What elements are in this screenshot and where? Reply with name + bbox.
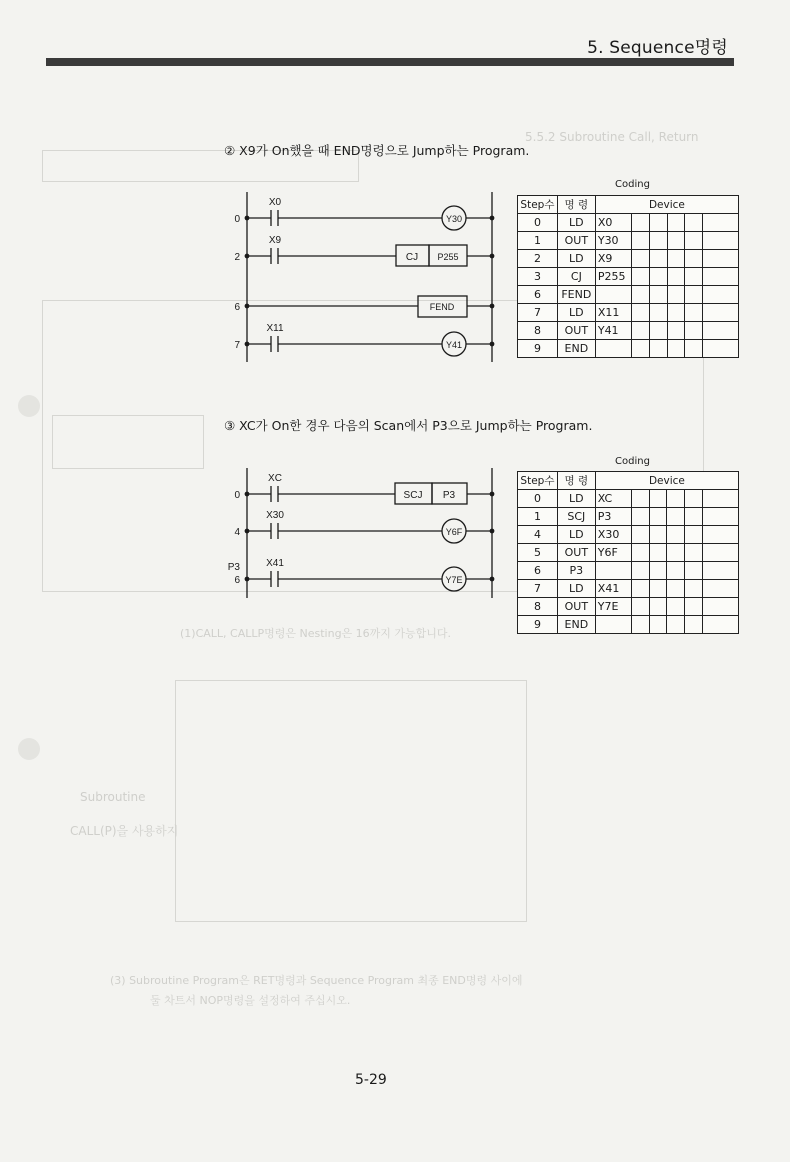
step-cell: 7: [518, 580, 558, 598]
step-cell: 4: [518, 526, 558, 544]
empty-device-cell: [685, 232, 703, 250]
empty-device-cell: [631, 322, 649, 340]
pointer-label: P3: [227, 562, 240, 573]
empty-device-cell: [685, 580, 703, 598]
example3-caption: ③ XC가 On한 경우 다음의 Scan에서 P3으로 Jump하는 Program.: [224, 418, 593, 433]
example2-coding-table: [517, 195, 739, 358]
instruction-cell: OUT: [557, 598, 595, 616]
contact-label: X41: [266, 558, 284, 569]
device-cell: X30: [595, 526, 631, 544]
empty-device-cell: [703, 250, 739, 268]
empty-device-cell: [685, 268, 703, 286]
example2-caption: ② X9가 On했을 때 END명령으로 Jump하는 Program.: [224, 143, 530, 158]
instruction-cell: END: [557, 340, 595, 358]
device-cell: Y30: [595, 232, 631, 250]
example3-coding-table: [517, 471, 739, 634]
empty-device-cell: [703, 286, 739, 304]
empty-device-cell: [631, 340, 649, 358]
empty-device-cell: [667, 268, 685, 286]
instruction-cell: CJ: [557, 268, 595, 286]
device-cell: P255: [595, 268, 631, 286]
empty-device-cell: [703, 322, 739, 340]
empty-device-cell: [667, 286, 685, 304]
instruction-cell: OUT: [557, 322, 595, 340]
coil-label: Y7E: [445, 575, 463, 585]
table-row: [518, 544, 739, 562]
table-row: [518, 580, 739, 598]
instruction-cell: SCJ: [557, 508, 595, 526]
table-row: [518, 508, 739, 526]
empty-device-cell: [631, 232, 649, 250]
empty-device-cell: [685, 562, 703, 580]
empty-device-cell: [631, 490, 649, 508]
device-cell: Y41: [595, 322, 631, 340]
device-cell: [595, 616, 631, 634]
empty-device-cell: [703, 232, 739, 250]
empty-device-cell: [703, 214, 739, 232]
example2-ladder-diagram: [226, 185, 501, 365]
step-number: 2: [234, 252, 240, 263]
empty-device-cell: [649, 526, 667, 544]
empty-device-cell: [631, 526, 649, 544]
empty-device-cell: [667, 214, 685, 232]
empty-device-cell: [667, 232, 685, 250]
empty-device-cell: [703, 340, 739, 358]
step-cell: 3: [518, 268, 558, 286]
empty-device-cell: [703, 598, 739, 616]
empty-device-cell: [631, 508, 649, 526]
contact-label: X9: [268, 235, 282, 246]
example3-coding-label: Coding: [615, 456, 650, 467]
instruction-cell: FEND: [557, 286, 595, 304]
empty-device-cell: [685, 340, 703, 358]
empty-device-cell: [631, 580, 649, 598]
device-cell: X9: [595, 250, 631, 268]
device-cell: [595, 562, 631, 580]
device-cell: X0: [595, 214, 631, 232]
empty-device-cell: [703, 508, 739, 526]
coil-label: Y30: [445, 214, 463, 224]
empty-device-cell: [685, 490, 703, 508]
contact-label: X30: [266, 510, 284, 521]
step-number: 7: [234, 340, 240, 351]
empty-device-cell: [649, 304, 667, 322]
empty-device-cell: [649, 250, 667, 268]
empty-device-cell: [685, 544, 703, 562]
contact-label: X11: [266, 323, 284, 334]
column-header: Device: [595, 196, 738, 214]
coil-label: Y6F: [445, 527, 463, 537]
device-cell: [595, 286, 631, 304]
step-cell: 5: [518, 544, 558, 562]
empty-device-cell: [667, 508, 685, 526]
empty-device-cell: [649, 490, 667, 508]
contact-label: X0: [268, 197, 282, 208]
empty-device-cell: [649, 562, 667, 580]
empty-device-cell: [649, 268, 667, 286]
instruction-cell: LD: [557, 580, 595, 598]
column-header: Device: [595, 472, 738, 490]
binder-hole-bottom: [18, 738, 40, 760]
device-cell: Y6F: [595, 544, 631, 562]
empty-device-cell: [667, 526, 685, 544]
instruction-cell: OUT: [557, 232, 595, 250]
instruction-cell: LD: [557, 214, 595, 232]
table-row: [518, 304, 739, 322]
step-number: 0: [234, 214, 240, 225]
fend-label: FEND: [429, 302, 455, 312]
table-row: [518, 268, 739, 286]
instruction-cell: LD: [557, 304, 595, 322]
empty-device-cell: [703, 562, 739, 580]
instruction-label: SCJ: [403, 490, 423, 501]
empty-device-cell: [703, 544, 739, 562]
step-cell: 9: [518, 616, 558, 634]
empty-device-cell: [649, 598, 667, 616]
table-row: [518, 232, 739, 250]
step-cell: 8: [518, 322, 558, 340]
step-number: 6: [234, 575, 240, 586]
header-rule: [46, 58, 734, 66]
instruction-cell: LD: [557, 490, 595, 508]
device-cell: Y7E: [595, 598, 631, 616]
device-cell: [595, 340, 631, 358]
table-row: [518, 490, 739, 508]
empty-device-cell: [667, 580, 685, 598]
empty-device-cell: [703, 304, 739, 322]
empty-device-cell: [685, 598, 703, 616]
empty-device-cell: [703, 616, 739, 634]
step-cell: 2: [518, 250, 558, 268]
empty-device-cell: [631, 286, 649, 304]
step-cell: 8: [518, 598, 558, 616]
table-row: [518, 214, 739, 232]
empty-device-cell: [649, 232, 667, 250]
device-cell: XC: [595, 490, 631, 508]
empty-device-cell: [685, 508, 703, 526]
device-cell: X41: [595, 580, 631, 598]
example2-coding-label: Coding: [615, 179, 650, 190]
empty-device-cell: [685, 526, 703, 544]
instruction-cell: P3: [557, 562, 595, 580]
instruction-cell: LD: [557, 250, 595, 268]
table-row: [518, 340, 739, 358]
empty-device-cell: [703, 526, 739, 544]
step-cell: 1: [518, 232, 558, 250]
step-cell: 0: [518, 214, 558, 232]
step-cell: 1: [518, 508, 558, 526]
empty-device-cell: [631, 598, 649, 616]
empty-device-cell: [703, 580, 739, 598]
chapter-title: 5. Sequence명령: [587, 38, 728, 58]
table-row: [518, 562, 739, 580]
empty-device-cell: [649, 580, 667, 598]
empty-device-cell: [685, 322, 703, 340]
empty-device-cell: [685, 214, 703, 232]
empty-device-cell: [667, 616, 685, 634]
device-cell: P3: [595, 508, 631, 526]
jump-target-label: P255: [437, 252, 459, 262]
coil-label: Y41: [445, 340, 463, 350]
empty-device-cell: [649, 214, 667, 232]
empty-device-cell: [667, 562, 685, 580]
table-row: [518, 286, 739, 304]
empty-device-cell: [631, 304, 649, 322]
empty-device-cell: [649, 544, 667, 562]
empty-device-cell: [631, 616, 649, 634]
jump-target-label: P3: [442, 490, 456, 501]
empty-device-cell: [685, 304, 703, 322]
step-number: 0: [234, 490, 240, 501]
step-number: 4: [234, 527, 240, 538]
page-number: 5-29: [355, 1072, 387, 1088]
step-cell: 0: [518, 490, 558, 508]
empty-device-cell: [667, 544, 685, 562]
empty-device-cell: [667, 304, 685, 322]
table-row: [518, 322, 739, 340]
table-row: [518, 616, 739, 634]
example3-ladder-diagram: [226, 462, 501, 602]
table-row: [518, 526, 739, 544]
empty-device-cell: [631, 544, 649, 562]
empty-device-cell: [667, 322, 685, 340]
empty-device-cell: [631, 214, 649, 232]
table-row: [518, 250, 739, 268]
contact-label: XC: [268, 473, 282, 484]
manual-page: 5.5.2 Subroutine Call, Return (1)CALL, CALLP명령은 Nesting은 16까지 가능합니다. Subroutine CALL(P)을 사용하지 (3) Subroutine Program은 RET명령과 Sequence Program 최종 END명령 사이에 둘 차트서 NOP명령을 설정하여 주십시오. 5. Sequence명령 ② X9가 On했을 때 END명령으로 Jump하는 Program. 0 2 6 7 X0 X9 X11 Y30 Y41 CJ P255 FEND Coding Step수 명 령 Device 0 LD X0 1 OUT Y30 2 LD X9 3 CJ P255 6 FEND 7 LD X11 8 OUT Y41 9 END ③ XC가 On한 경우 다음의 Scan에서 P3으로 Jump하는 Program. 0 4 P3 6 XC X30 X41 Y6F Y7E SCJ P3 Coding Step수 명 령 Device 0 LD XC 1 SCJ P3 4 LD X30 5 OUT Y6F 6 P3 7 LD X41 8 OUT Y7E 9 END 5-29: [0, 0, 790, 1162]
instruction-cell: LD: [557, 526, 595, 544]
empty-device-cell: [667, 340, 685, 358]
step-cell: 6: [518, 562, 558, 580]
empty-device-cell: [667, 490, 685, 508]
step-cell: 7: [518, 304, 558, 322]
empty-device-cell: [649, 286, 667, 304]
empty-device-cell: [631, 268, 649, 286]
empty-device-cell: [649, 616, 667, 634]
instruction-label: CJ: [405, 252, 419, 263]
empty-device-cell: [685, 286, 703, 304]
column-header: Step수: [518, 196, 558, 214]
binder-hole-top: [18, 395, 40, 417]
empty-device-cell: [667, 250, 685, 268]
empty-device-cell: [631, 562, 649, 580]
device-cell: X11: [595, 304, 631, 322]
empty-device-cell: [685, 250, 703, 268]
empty-device-cell: [667, 598, 685, 616]
table-row: [518, 598, 739, 616]
empty-device-cell: [685, 616, 703, 634]
empty-device-cell: [631, 250, 649, 268]
empty-device-cell: [649, 322, 667, 340]
instruction-cell: OUT: [557, 544, 595, 562]
empty-device-cell: [649, 340, 667, 358]
column-header: 명 령: [557, 196, 595, 214]
empty-device-cell: [703, 490, 739, 508]
empty-device-cell: [649, 508, 667, 526]
column-header: Step수: [518, 472, 558, 490]
empty-device-cell: [703, 268, 739, 286]
step-cell: 9: [518, 340, 558, 358]
column-header: 명 령: [557, 472, 595, 490]
step-number: 6: [234, 302, 240, 313]
instruction-cell: END: [557, 616, 595, 634]
step-cell: 6: [518, 286, 558, 304]
